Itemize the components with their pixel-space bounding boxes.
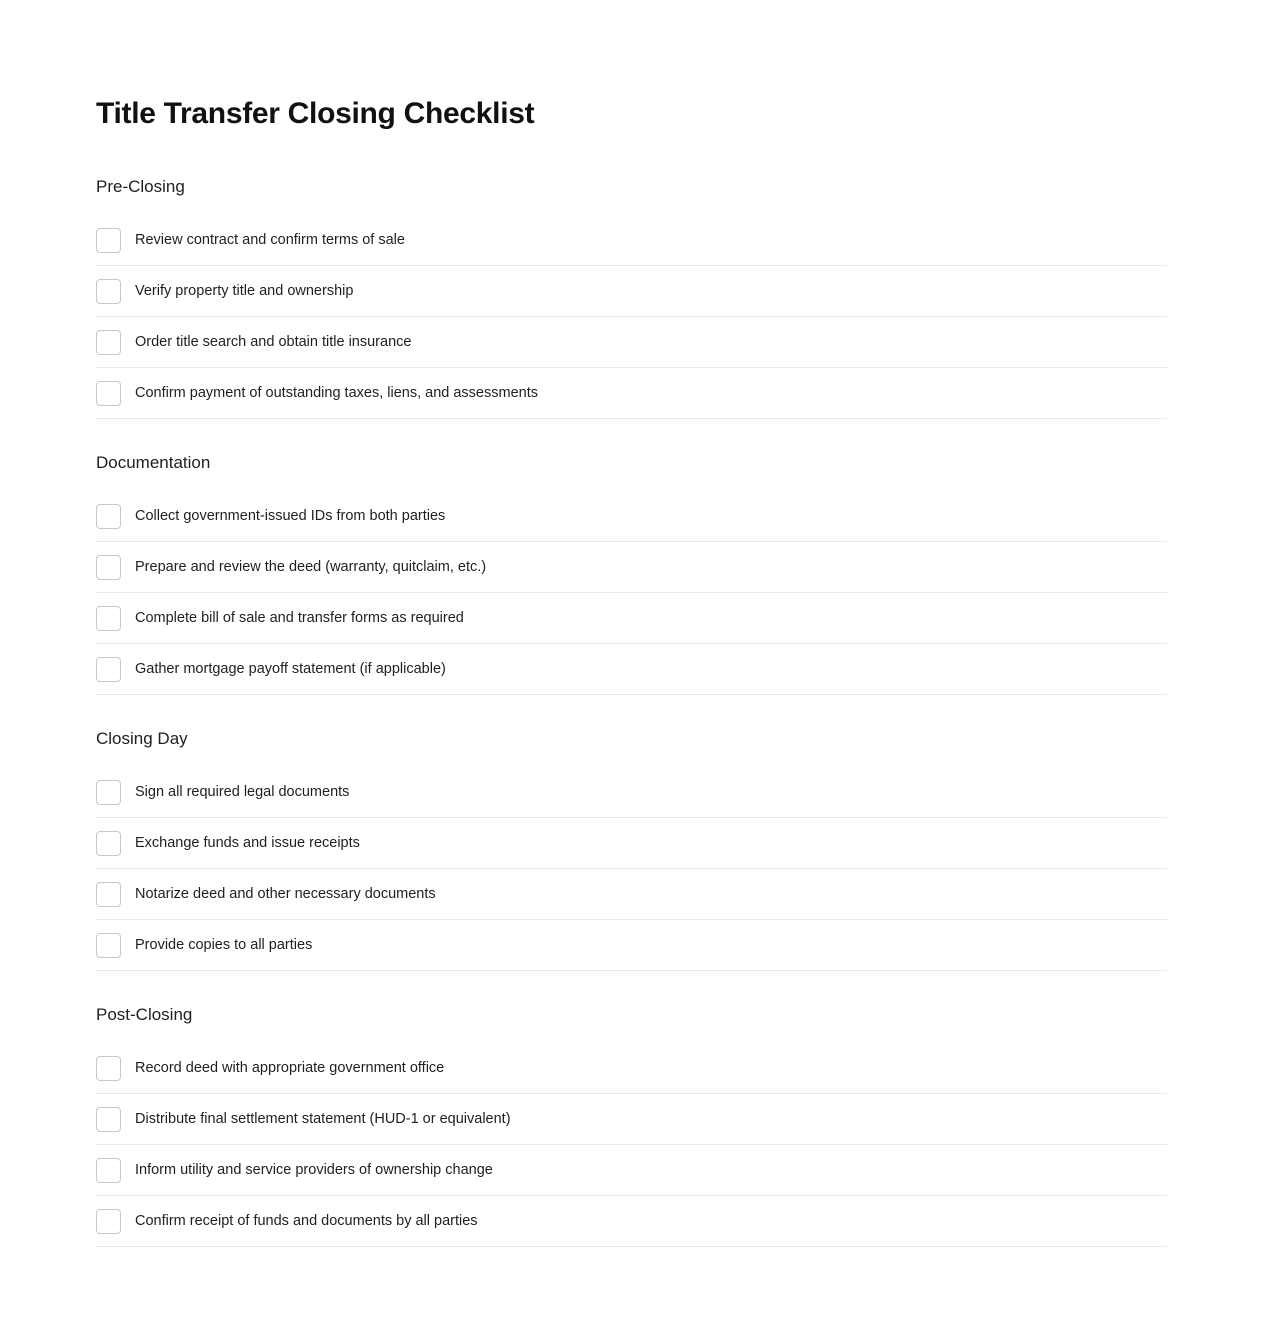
checklist-items	[96, 1043, 1167, 1247]
checkbox-icon[interactable]	[96, 606, 121, 631]
checklist-item-label: Exchange funds and issue receipts	[135, 835, 360, 852]
checklist-item[interactable]	[96, 644, 1167, 695]
checklist-item[interactable]	[96, 215, 1167, 266]
checklist-item[interactable]	[96, 317, 1167, 368]
checklist-item[interactable]	[96, 1145, 1167, 1196]
checkbox-icon[interactable]	[96, 831, 121, 856]
checkbox-icon[interactable]	[96, 1209, 121, 1234]
checkbox-icon[interactable]	[96, 228, 121, 253]
checkbox-icon[interactable]	[96, 933, 121, 958]
checkbox-icon[interactable]	[96, 882, 121, 907]
checklist-item-label: Inform utility and service providers of ownership change	[135, 1162, 493, 1179]
checklist-items	[96, 491, 1167, 695]
checklist-item-label: Confirm payment of outstanding taxes, liens, and assessments	[135, 384, 538, 401]
checklist-section	[96, 1004, 1167, 1247]
checkbox-icon[interactable]	[96, 657, 121, 682]
checkbox-icon[interactable]	[96, 1158, 121, 1183]
checkbox-icon[interactable]	[96, 279, 121, 304]
checklist-item[interactable]	[96, 491, 1167, 542]
checklist-item[interactable]	[96, 368, 1167, 419]
checklist-item-label: Gather mortgage payoff statement (if applicable)	[135, 661, 446, 678]
checklist-item-label: Prepare and review the deed (warranty, quitclaim, etc.)	[135, 559, 487, 576]
checklist-item-label: Review contract and confirm terms of sale	[135, 231, 405, 248]
checkbox-icon[interactable]	[96, 504, 121, 529]
section-heading: Closing Day	[96, 729, 188, 749]
checklist-section	[96, 728, 1167, 971]
checklist-item[interactable]	[96, 767, 1167, 818]
checklist-item[interactable]	[96, 920, 1167, 971]
checklist-item[interactable]	[96, 266, 1167, 317]
checklist-item-label: Collect government-issued IDs from both parties	[135, 508, 446, 525]
checklist-item[interactable]	[96, 1196, 1167, 1247]
page-title: Title Transfer Closing Checklist	[96, 97, 535, 130]
checkbox-icon[interactable]	[96, 381, 121, 406]
checklist-item-label: Verify property title and ownership	[135, 282, 354, 299]
checklist-item[interactable]	[96, 1043, 1167, 1094]
checklist-section	[96, 452, 1167, 695]
checklist-item-label: Confirm receipt of funds and documents by all parties	[135, 1213, 478, 1230]
checkbox-icon[interactable]	[96, 555, 121, 580]
checklist-item-label: Complete bill of sale and transfer forms as required	[135, 610, 464, 627]
checklist-item[interactable]	[96, 869, 1167, 920]
checklist-item-label: Distribute final settlement statement (HUD-1 or equivalent)	[135, 1111, 511, 1128]
checklist-item[interactable]	[96, 818, 1167, 869]
checklist-section	[96, 176, 1167, 419]
checkbox-icon[interactable]	[96, 780, 121, 805]
checklist-item[interactable]	[96, 1094, 1167, 1145]
checklist-item-label: Provide copies to all parties	[135, 937, 313, 954]
checklist-item-label: Order title search and obtain title insurance	[135, 333, 412, 350]
checkbox-icon[interactable]	[96, 1056, 121, 1081]
checklist-items	[96, 215, 1167, 419]
checklist-item-label: Sign all required legal documents	[135, 784, 350, 801]
checklist-item[interactable]	[96, 542, 1167, 593]
checklist-sections	[96, 176, 1167, 1247]
section-heading: Documentation	[96, 453, 211, 473]
checklist-item-label: Record deed with appropriate government office	[135, 1060, 445, 1077]
checklist-item[interactable]	[96, 593, 1167, 644]
checkbox-icon[interactable]	[96, 1107, 121, 1132]
checkbox-icon[interactable]	[96, 330, 121, 355]
checklist-item-label: Notarize deed and other necessary documents	[135, 886, 436, 903]
section-heading: Post-Closing	[96, 1005, 193, 1025]
checklist-items	[96, 767, 1167, 971]
section-heading: Pre-Closing	[96, 177, 185, 196]
